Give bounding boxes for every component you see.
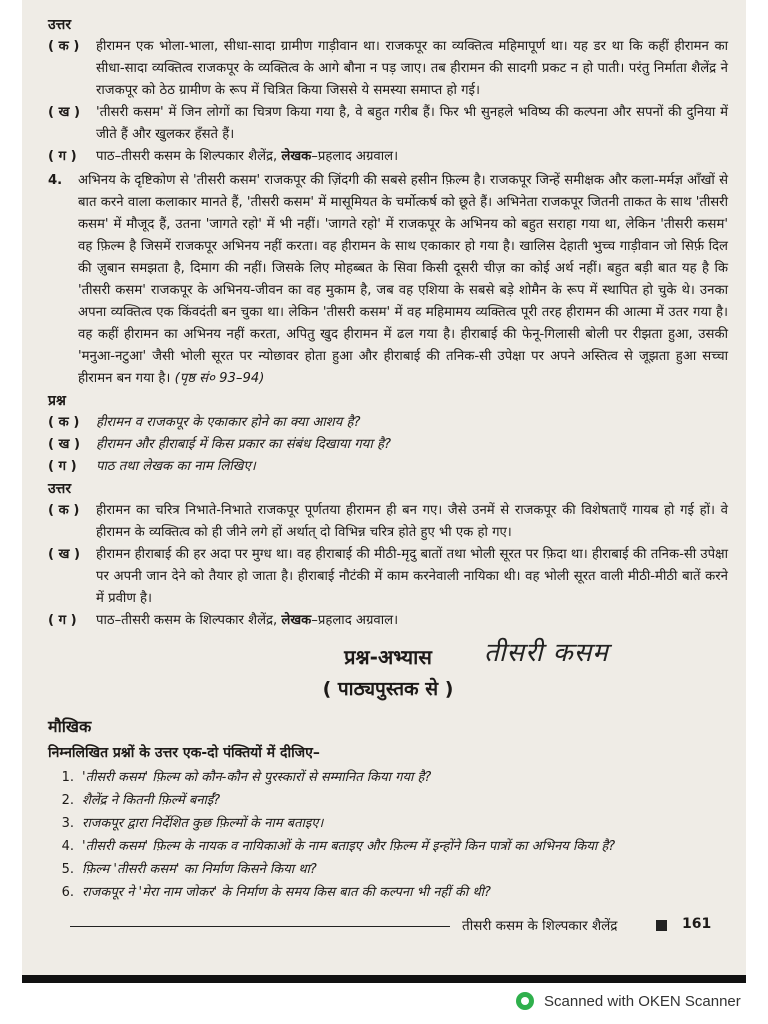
passage — [48, 170, 728, 390]
question-item — [48, 456, 728, 478]
item-label: ( ग ) — [48, 149, 77, 164]
item-text — [96, 610, 728, 632]
list-item — [48, 812, 728, 835]
item-text-pre: पाठ–तीसरी कसम के शिल्पकार शैलेंद्र, — [96, 149, 282, 164]
footer-rule — [70, 926, 450, 927]
questions-heading: प्रश्न — [48, 393, 66, 409]
question-text: 'तीसरी कसम' फ़िल्म के नायक व नायिकाओं के नाम बताइए और फ़िल्म में इन्होंने किन पात्रों का अभिनय किया है? — [82, 839, 616, 854]
scanner-logo-icon — [516, 992, 534, 1010]
question-text: राजकपूर द्वारा निर्देशित कुछ फ़िल्मों के नाम बताइए। — [82, 816, 324, 831]
question-number: 2. — [61, 793, 74, 808]
list-item — [48, 835, 728, 858]
question-list — [48, 766, 728, 904]
list-item — [48, 766, 728, 789]
page-bottom-edge — [22, 975, 746, 983]
question-number: 4. — [61, 839, 74, 854]
item-label: ( क ) — [48, 39, 80, 54]
question-text: राजकपूर ने 'मेरा नाम जोकर' के निर्माण के समय किस बात की कल्पना भी नहीं की थी? — [82, 885, 491, 900]
answer-item — [48, 500, 728, 544]
scanner-watermark — [516, 990, 741, 1012]
item-text: पाठ तथा लेखक का नाम लिखिए। — [96, 459, 256, 474]
item-text — [96, 146, 728, 168]
answer-item — [48, 544, 728, 610]
item-text-bold: लेखक — [281, 613, 312, 628]
page-number: 161 — [682, 916, 712, 932]
item-text: हीरामन व राजकपूर के एकाकार होने का क्या आशय है? — [96, 415, 361, 430]
question-item — [48, 412, 728, 434]
question-number: 6. — [61, 885, 74, 900]
answer-item — [48, 36, 728, 102]
item-text: 'तीसरी कसम' में जिन लोगों का चित्रण किया गया है, वे बहुत गरीब हैं। फिर भी सुनहले भविष्य की कल्पना और सपनों की दुनिया में जीते हैं और खुलकर हँसते हैं। — [96, 105, 728, 142]
item-label: ( क ) — [48, 503, 80, 518]
item-text: हीरामन हीराबाई की हर अदा पर मुग्ध था। वह हीराबाई की मीठी-मृदु बातों तथा भोली सूरत पर फ़िदा था। हीराबाई की तनिक-सी उपेक्षा पर अपनी जान देने को तैयार हो जाता है। हीराबाई नौटंकी में काम करनेवाली नायिका थी। वह भोली सूरत वाली मीठी-मीठी बातें करने में प्रवीण है। — [96, 547, 728, 606]
passage-body: अभिनय के दृष्टिकोण से 'तीसरी कसम' राजकपूर की ज़िंदगी की सबसे हसीन फ़िल्म है। राजकपूर जिन्हें समीक्षक और कला-मर्मज्ञ आँखों से बात करने वाला कलाकार मानते हैं, 'तीसरी कसम' में मासूमियत के चर्मोत्कर्ष को छूते हैं। अभिनेता राजकपूर जितनी ताकत के साथ 'तीसरी कसम' में मौजूद हैं, उतना 'जागते रहो' में भी नहीं। 'जागते रहो' में राजकपूर के अभिनय को बहुत सराहा गया था, लेकिन 'तीसरी कसम' वह फ़िल्म है जिसमें राजकपूर अभिनय नहीं करता। वह हीरामन के साथ एकाकार हो गया है। खालिस देहाती भुच्च गाड़ीवान जो सिर्फ़ दिल की ज़ुबान समझता है, दिमाग की नहीं। जिसके लिए मोहब्बत के सिवा किसी दूसरी चीज़ का कोई अर्थ नहीं। बहुत बड़ी बात यह है कि 'तीसरी कसम' राजकपूर के अभिनय-जीवन का वह मुकाम है, जब वह एशिया के सबसे बड़े शोमैन के रूप में स्थापित हो चुके थे। उनका अपना व्यक्तित्व एक किंवदंती बन चुका था। लेकिन 'तीसरी कसम' में वह महिमामय व्यक्तित्व पूरी तरह हीरामन की आत्मा में उतर गया है। वह कहीं हीरामन का अभिनय नहीं करता, अपितु खुद हीरामन में ढल गया है। हीराबाई की फेनू-गिलासी बोली पर रीझता हुआ, उसकी 'मनुआ-नटुआ' जैसी भोली सूरत पर न्योछावर होता हुआ और हीराबाई की तनिक-सी उपेक्षा पर अपने अस्तित्व से जूझता हुआ सच्चा हीरामन बन गया है। — [78, 173, 728, 386]
square-icon — [656, 920, 667, 931]
page-content — [48, 14, 728, 904]
list-item — [48, 789, 728, 812]
page-reference: (पृष्ठ सं० 93–94) — [174, 371, 265, 386]
item-text-post: –प्रहलाद अग्रवाल। — [311, 613, 399, 628]
exercise-subtitle: ( पाठ्यपुस्तक से ) — [322, 678, 454, 700]
list-item — [48, 858, 728, 881]
answer-item — [48, 146, 728, 168]
item-label: ( ख ) — [48, 105, 81, 120]
question-text: शैलेंद्र ने कितनी फ़िल्में बनाईं? — [82, 793, 221, 808]
answer-item — [48, 610, 728, 632]
answer-item — [48, 102, 728, 146]
item-text-post: –प्रहलाद अग्रवाल। — [311, 149, 399, 164]
item-text-pre: पाठ–तीसरी कसम के शिल्पकार शैलेंद्र, — [96, 613, 282, 628]
question-number: 5. — [61, 862, 74, 877]
book-page — [22, 0, 746, 982]
page-footer — [70, 916, 720, 936]
scanner-text: Scanned with OKEN Scanner — [544, 992, 741, 1010]
item-text: हीरामन का चरित्र निभाते-निभाते राजकपूर पूर्णतया हीरामन ही बन गए। जैसे उनमें से राजकपूर की विशेषताएँ गायब हो गई हों। वे हीरामन के व्यक्तित्व को ही जीने लगे हों अर्थात् दो विभिन्न चरित्र होते हुए भी एक हो गए। — [96, 503, 728, 540]
passage-text — [78, 170, 728, 390]
answers-heading: उत्तर — [48, 481, 72, 497]
answers-heading: उत्तर — [48, 17, 72, 33]
item-text: हीरामन और हीराबाई में किस प्रकार का संबंध दिखाया गया है? — [96, 437, 391, 452]
question-number: 3. — [61, 816, 74, 831]
section-heading: मौखिक — [48, 717, 92, 736]
exercise-title-block — [48, 638, 728, 704]
list-item — [48, 881, 728, 904]
item-label: ( क ) — [48, 415, 80, 430]
item-text: हीरामन एक भोला-भाला, सीधा-सादा ग्रामीण गाड़ीवान था। राजकपूर का व्यक्तित्व महिमापूर्ण था। यह डर था कि कहीं हीरामन का सीधा-सादा व्यक्तित्व राजकपूर के व्यक्तित्व के आगे बौना न पड़ जाए। तब हीरामन की सादगी प्रकट न हो पाती। परंतु निर्माता शैलेंद्र ने राजकपूर को ठेठ ग्रामीण के रूप में चित्रित किया जिससे ये समस्या समाप्त हो गई। — [96, 39, 728, 98]
question-text: 'तीसरी कसम' फ़िल्म को कौन-कौन से पुरस्कारों से सम्मानित किया गया है? — [82, 770, 432, 785]
question-text: फ़िल्म 'तीसरी कसम' का निर्माण किसने किया था? — [82, 862, 317, 877]
item-text-bold: लेखक — [281, 149, 312, 164]
item-label: ( ग ) — [48, 613, 77, 628]
item-label: ( ग ) — [48, 459, 77, 474]
passage-number: 4. — [48, 173, 63, 188]
handwritten-note: तीसरी कसम — [484, 638, 609, 668]
footer-chapter-title: तीसरी कसम के शिल्पकार शैलेंद्र — [462, 918, 618, 934]
exercise-title: प्रश्न-अभ्यास — [344, 645, 432, 669]
item-label: ( ख ) — [48, 437, 81, 452]
item-label: ( ख ) — [48, 547, 81, 562]
question-number: 1. — [61, 770, 74, 785]
instruction-text: निम्नलिखित प्रश्नों के उत्तर एक-दो पंक्तियों में दीजिए– — [48, 745, 320, 761]
question-item — [48, 434, 728, 456]
